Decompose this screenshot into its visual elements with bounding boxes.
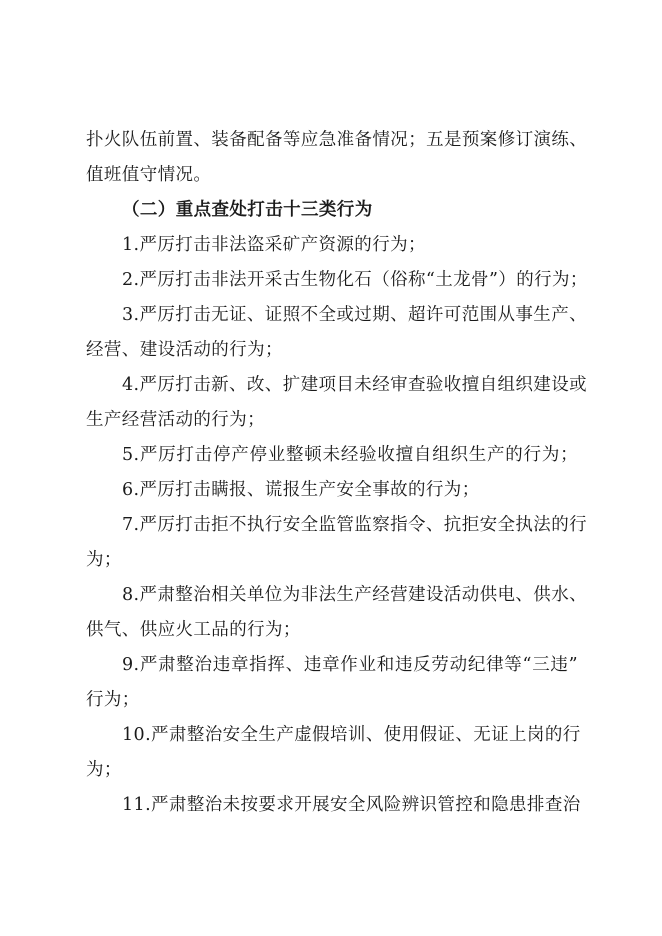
body-text-line: 扑火队伍前置、装备配备等应急准备情况；五是预案修订演练、 [86, 130, 588, 150]
list-item: 9.严肃整治违章指挥、违章作业和违反劳动纪律等“三违” [122, 655, 578, 675]
list-item: 1.严厉打击非法盗采矿产资源的行为； [122, 235, 426, 255]
list-item: 10.严肃整治安全生产虚假培训、使用假证、无证上岗的行 [122, 725, 581, 745]
list-item-continuation: 生产经营活动的行为； [86, 410, 265, 430]
section-heading: （二）重点查处打击十三类行为 [122, 200, 373, 220]
list-item: 2.严厉打击非法开采古生物化石（俗称“土龙骨”）的行为； [122, 270, 588, 290]
list-item-continuation: 供气、供应火工品的行为； [86, 620, 301, 640]
list-item: 4.严厉打击新、改、扩建项目未经审查验收擅自组织建设或 [122, 375, 587, 395]
list-item-continuation: 行为； [86, 690, 140, 710]
body-text-line: 值班值守情况。 [86, 165, 212, 185]
list-item-continuation: 经营、建设活动的行为； [86, 340, 283, 360]
list-item: 3.严厉打击无证、证照不全或过期、超许可范围从事生产、 [122, 305, 587, 325]
list-item: 7.严厉打击拒不执行安全监管监察指令、抗拒安全执法的行 [122, 515, 587, 535]
list-item-continuation: 为； [86, 760, 122, 780]
list-item: 8.严肃整治相关单位为非法生产经营建设活动供电、供水、 [122, 585, 587, 605]
list-item: 6.严厉打击瞒报、谎报生产安全事故的行为； [122, 480, 480, 500]
list-item-continuation: 为； [86, 550, 122, 570]
list-item: 11.严肃整治未按要求开展安全风险辨识管控和隐患排查治 [122, 795, 581, 815]
list-item: 5.严厉打击停产停业整顿未经验收擅自组织生产的行为； [122, 445, 578, 465]
